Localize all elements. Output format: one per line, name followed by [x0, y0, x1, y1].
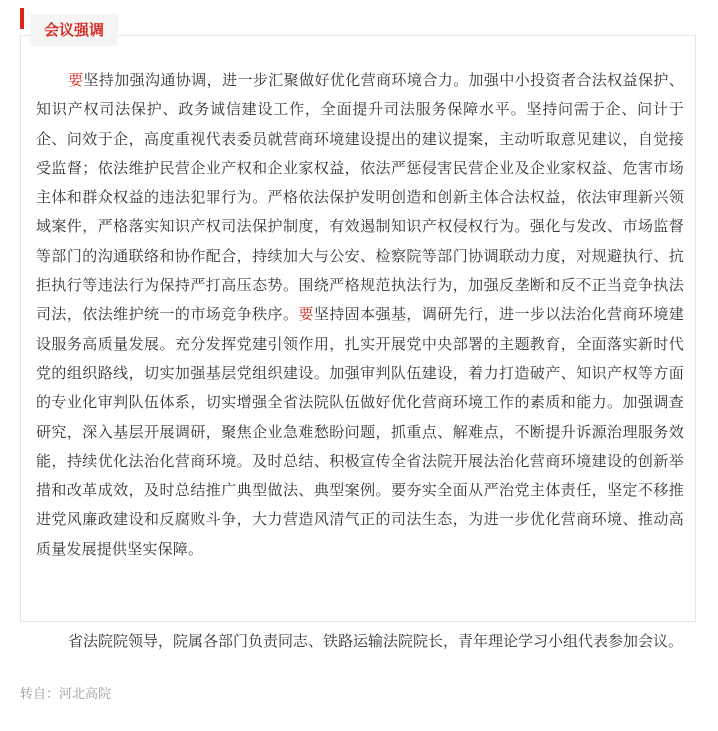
- meeting-emphasis-paragraph: [36, 66, 684, 564]
- emphasis-marker: 要: [298, 305, 314, 324]
- source-note: 转自：河北高院: [20, 687, 112, 702]
- attendance-paragraph: 省法院院领导，院属各部门负责同志、铁路运输法院院长，青年理论学习小组代表参加会议。: [68, 632, 684, 650]
- emphasis-marker: 要: [68, 71, 84, 89]
- section-title: 会议强调: [30, 14, 118, 46]
- section-accent-bar: [20, 8, 24, 29]
- paragraph-text: 坚持固本强基，调研先行，进一步以法治化营商环境建设服务高质量发展。充分发挥党建引领作用，扎实开展党中央部署的主题教育，全面落实新时代党的组织路线，切实加强基层党组织建设。加强审判队伍建设，着力打造破产、知识产权等方面的专业化审判队伍体系，切实增强全省法院队伍做好优化营商环境工作的素质和能力。加强调查研究，深入基层开展调研，聚焦企业急难愁盼问题，抓重点、解难点，不断提升诉源治理服务效能，持续优化法治化营商环境。及时总结、积极宣传全省法院开展法治化营商环境建设的创新举措和改革成效，及时总结推广典型做法、典型案例。要夯实全面从严治党主体责任，坚定不移推进党风廉政建设和反腐败斗争，大力营造风清气正的司法生态，为进一步优化营商环境、推动高质量发展提供坚实保障。: [36, 305, 684, 558]
- paragraph-text: 坚持加强沟通协调，进一步汇聚做好优化营商环境合力。加强中小投资者合法权益保护、知识产权司法保护、政务诚信建设工作，全面提升司法服务保障水平。坚持问需于企、问计于企、问效于企，高度重视代表委员就营商环境建设提出的建议提案，主动听取意见建议，自觉接受监督；依法维护民营企业产权和企业家权益，依法严惩侵害民营企业及企业家权益、危害市场主体和群众权益的违法犯罪行为。严格依法保护发明创造和创新主体合法权益，依法审理新兴领域案件，严格落实知识产权司法保护制度，有效遏制知识产权侵权行为。强化与发改、市场监督等部门的沟通联络和协作配合，持续加大与公安、检察院等部门协调联动力度，对规避执行、抗拒执行等违法行为保持严打高压态势。围绕严格规范执法行为，加强反垄断和反不正当竞争执法司法，依法维护统一的市场竞争秩序。: [36, 71, 684, 324]
